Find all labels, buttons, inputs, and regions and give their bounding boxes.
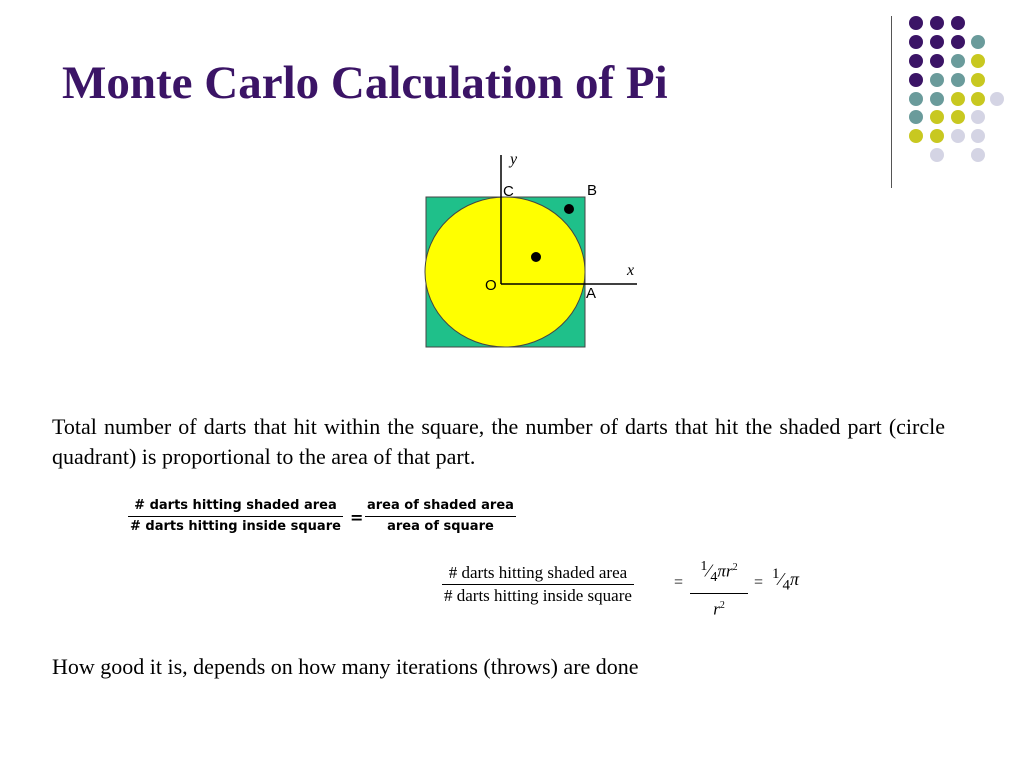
decor-dot	[930, 73, 944, 87]
label-o: O	[485, 277, 497, 294]
eq2-middle-fraction	[690, 552, 748, 622]
eq1-rhs-fraction	[365, 496, 516, 537]
eq1-lhs-denominator: # darts hitting inside square	[130, 519, 341, 534]
decor-dot	[909, 54, 923, 68]
dart-outside-circle	[564, 204, 574, 214]
decor-dot	[951, 129, 965, 143]
decor-dot	[930, 148, 944, 162]
eq1-equals: =	[350, 508, 364, 527]
decor-dot	[930, 110, 944, 124]
eq2-middle-numerator: $^1⁄_4\pi r^2$	[690, 552, 748, 594]
label-c: C	[503, 183, 514, 200]
page-title: Monte Carlo Calculation of Pi	[62, 57, 668, 109]
label-a: A	[586, 285, 597, 302]
eq2-result-four: 4	[782, 577, 791, 594]
eq1-lhs-numerator: # darts hitting shaded area	[128, 496, 343, 517]
conclusion-text: How good it is, depends on how many iterations (throws) are done	[52, 654, 639, 679]
decor-dot	[930, 35, 944, 49]
decor-dot	[971, 148, 985, 162]
decor-dot	[930, 54, 944, 68]
label-x: x	[627, 262, 635, 279]
label-b: B	[587, 182, 598, 199]
eq2-sq-num: 2	[732, 562, 738, 573]
divider-line	[891, 16, 892, 188]
eq1-rhs-numerator: area of shaded area	[365, 496, 516, 517]
eq2-middle-denominator	[690, 594, 748, 622]
decor-dot	[951, 92, 965, 106]
decor-dot	[951, 73, 965, 87]
decor-dot	[909, 110, 923, 124]
decor-dot	[971, 92, 985, 106]
decor-dot	[909, 73, 923, 87]
eq2-quarter-one: 1	[700, 559, 708, 574]
eq2-equals-1: =	[674, 574, 684, 591]
eq2-lhs-denominator: # darts hitting inside square	[444, 586, 632, 605]
circle-shape	[425, 197, 585, 347]
decor-dot	[909, 16, 923, 30]
decor-dot	[951, 54, 965, 68]
explanation-paragraph: Total number of darts that hit within the square, the number of darts that hit the shaded part (circle quadrant) is proportional to the area of that part.	[52, 414, 945, 469]
eq1-rhs-denominator: area of square	[387, 519, 494, 534]
dart-inside-circle	[531, 252, 541, 262]
decor-dot	[971, 73, 985, 87]
eq2-pi: π	[717, 561, 726, 581]
decor-dot	[951, 35, 965, 49]
decor-dot	[951, 110, 965, 124]
decor-dot	[951, 16, 965, 30]
decor-dot	[971, 35, 985, 49]
eq2-one-quarter-pi: $^1⁄_4\pi$	[772, 566, 800, 594]
decor-dot	[990, 92, 1004, 106]
eq2-lhs-numerator: # darts hitting shaded area	[442, 562, 634, 585]
decor-dot	[971, 129, 985, 143]
label-y: y	[510, 151, 518, 168]
eq2-quarter-four: 4	[710, 570, 718, 586]
dartboard-svg	[415, 150, 655, 355]
eq2-result-pi: π	[790, 569, 800, 589]
eq2-equals-2: =	[754, 574, 764, 591]
decor-dot	[930, 92, 944, 106]
dartboard-diagram	[415, 150, 655, 355]
decor-dot	[971, 54, 985, 68]
eq2-lhs-fraction	[442, 562, 634, 607]
eq2-r-den: r	[713, 599, 720, 619]
decor-dot	[930, 16, 944, 30]
eq2-r-num: r	[725, 561, 733, 581]
decor-dot	[971, 110, 985, 124]
decor-dot	[930, 129, 944, 143]
decor-dot	[909, 129, 923, 143]
decor-dot	[909, 92, 923, 106]
eq2-sq-den: 2	[719, 600, 725, 612]
eq1-lhs-fraction	[128, 496, 343, 537]
decor-dot	[909, 35, 923, 49]
eq2-result-one: 1	[772, 566, 780, 582]
